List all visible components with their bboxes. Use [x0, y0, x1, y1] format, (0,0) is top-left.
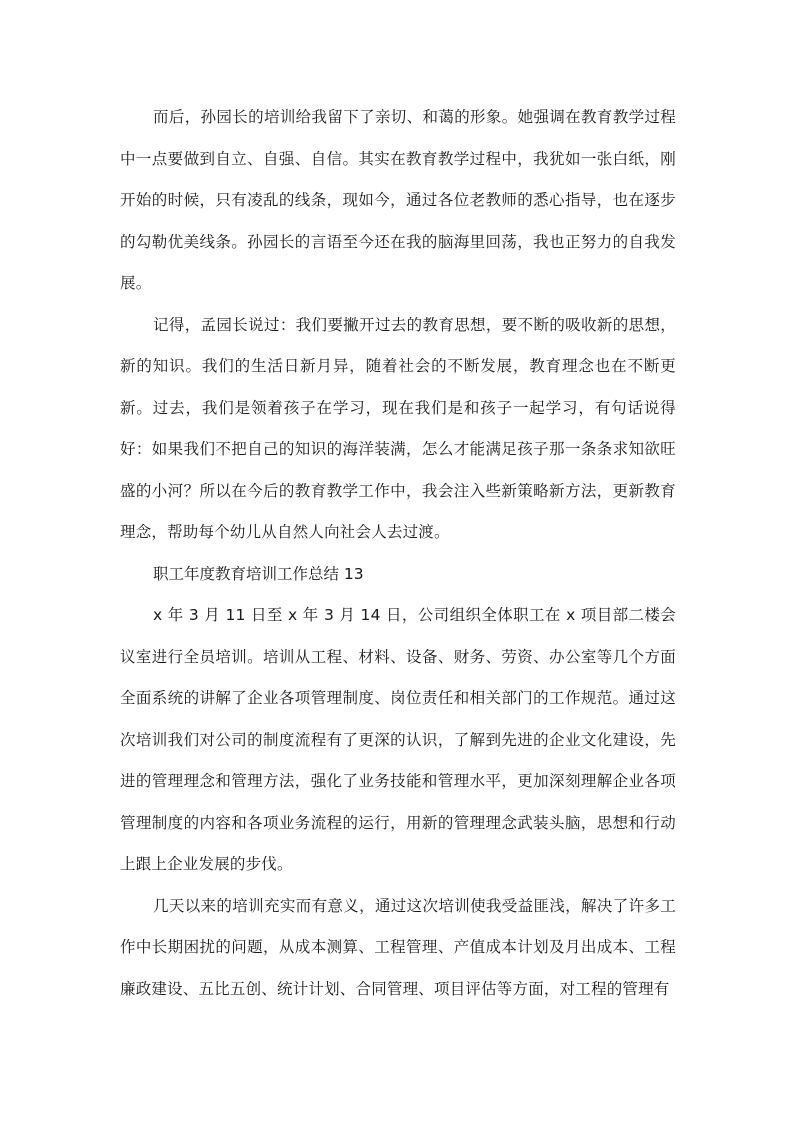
- paragraph-3: x 年 3 月 11 日至 x 年 3 月 14 日，公司组织全体职工在 x 项目部二楼会议室进行全员培训。培训从工程、材料、设备、财务、劳资、办公室等几个方面全面系统的讲解了企业各项管理制度、岗位责任和相关部门的工作规范。通过这次培训我们对公司的制度流程有了更深的认识，了解到先进的企业文化建设，先进的管理理念和管理方法，强化了业务技能和管理水平，更加深刻理解企业各项管理制度的内容和各项业务流程的运行，用新的管理理念武装头脑，思想和行动上跟上企业发展的步伐。: [120, 606, 676, 873]
- section-title: 职工年度教育培训工作总结 13: [153, 564, 364, 583]
- paragraph-4: 几天以来的培训充实而有意义，通过这次培训使我受益匪浅，解决了许多工作中长期困扰的问题，从成本测算、工程管理、产值成本计划及月出成本、工程廉政建设、五比五创、统计计划、合同管理、项目评估等方面，对工程的管理有: [120, 896, 676, 998]
- document-page: [120, 97, 676, 1010]
- paragraph-2: 记得，孟园长说过：我们要撇开过去的教育思想，要不断的吸收新的思想，新的知识。我们的生活日新月异，随着社会的不断发展，教育理念也在不断更新。过去，我们是领着孩子在学习，现在我们是和孩子一起学习，有句话说得好：如果我们不把自己的知识的海洋装满，怎么才能满足孩子那一条条求知欲旺盛的小河？所以在今后的教育教学工作中，我会注入些新策略新方法，更新教育理念，帮助每个幼儿从自然人向社会人去过渡。: [120, 315, 676, 541]
- paragraph-1: 而后，孙园长的培训给我留下了亲切、和蔼的形象。她强调在教育教学过程中一点要做到自立、自强、自信。其实在教育教学过程中，我犹如一张白纸，刚开始的时候，只有凌乱的线条，现如今，通过各位老教师的悉心指导，也在逐步的勾勒优美线条。孙园长的言语至今还在我的脑海里回荡，我也正努力的自我发展。: [120, 108, 676, 292]
